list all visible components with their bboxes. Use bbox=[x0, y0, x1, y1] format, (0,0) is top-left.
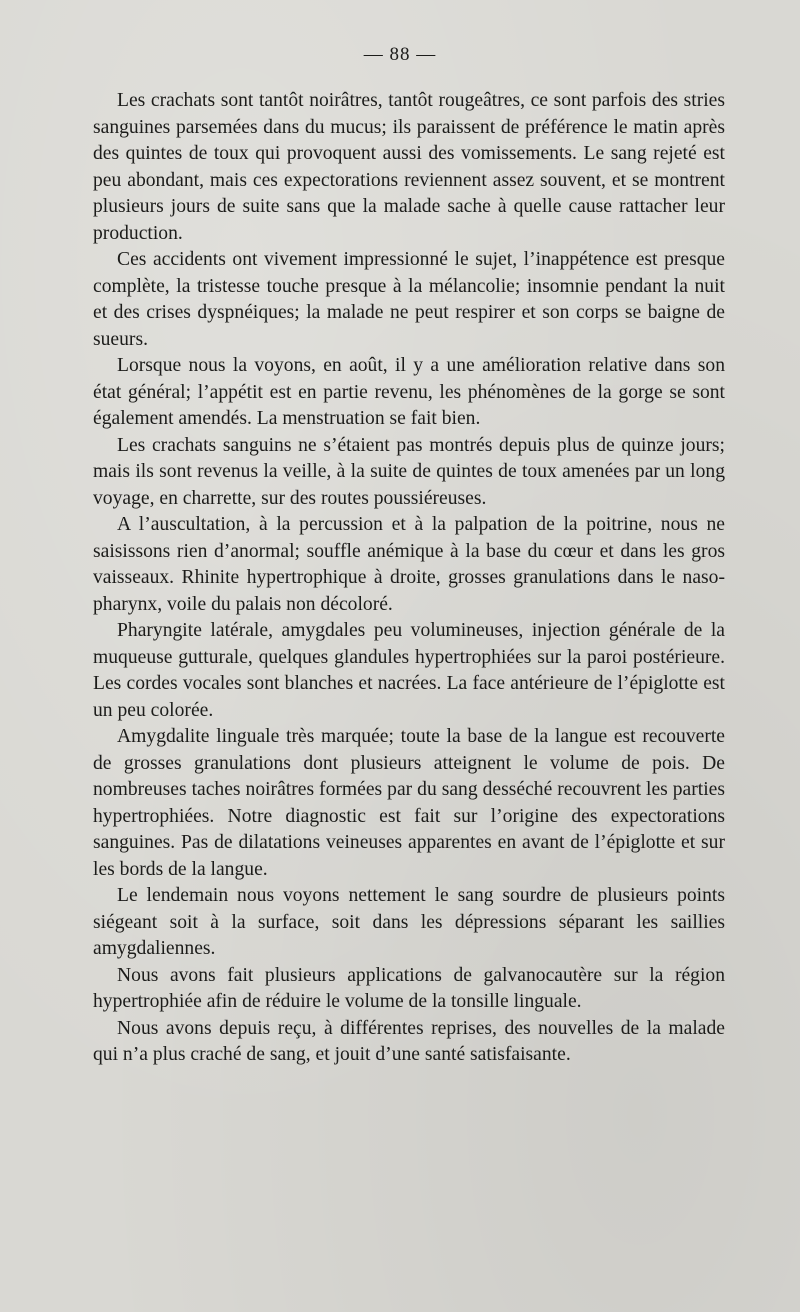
paragraph-3: Lorsque nous la voyons, en août, il y a une amélioration relative dans son état général; l’appétit est en partie revenu, les phénomènes de la gorge se sont également amendés. La menstruation se fait bien. bbox=[93, 355, 725, 429]
paragraph-10: Nous avons depuis reçu, à différentes reprises, des nouvelles de la malade qui n’a plus craché de sang, et jouit d’une santé satisfaisante. bbox=[93, 1017, 725, 1065]
paragraph-9: Nous avons fait plusieurs applications de galvanocautère sur la région hypertrophiée afin de réduire le volume de la tonsille linguale. bbox=[93, 964, 725, 1012]
paragraph-8: Le lendemain nous voyons nettement le sang sourdre de plusieurs points siégeant soit à la surface, soit dans les dépressions séparant les saillies amygdaliennes. bbox=[93, 885, 725, 959]
paragraph-1: Les crachats sont tantôt noirâtres, tantôt rougeâtres, ce sont parfois des stries sanguines parsemées dans du mucus; ils paraissent de préférence le matin après des quintes de toux qui provoquent aussi des vomissements. Le sang rejeté est peu abondant, mais ces expectorations reviennent assez souvent, et se montrent plusieurs jours de suite sans que la malade sache à quelle cause rattacher leur production. bbox=[93, 90, 725, 244]
page-number: — 88 — bbox=[363, 44, 437, 65]
paragraph-6: Pharyngite latérale, amygdales peu volumineuses, injection générale de la muqueuse gutturale, quelques glandules hypertrophiées sur la paroi postérieure. Les cordes vocales sont blanches et nacrées. La face antérieure de l’épiglotte est un peu colorée. bbox=[93, 620, 725, 721]
paragraph-2: Ces accidents ont vivement impressionné le sujet, l’inappétence est presque complète, la tristesse touche presque à la mélancolie; insomnie pendant la nuit et des crises dyspnéiques; la malade ne peut respirer et son corps se baigne de sueurs. bbox=[93, 249, 725, 350]
text-body bbox=[93, 88, 725, 1069]
paragraph-7: Amygdalite linguale très marquée; toute la base de la langue est recouverte de grosses granulations dont plusieurs atteignent le volume de pois. De nombreuses taches noirâtres formées par du sang desséché recouvrent les parties hypertrophiées. Notre diagnostic est fait sur l’origine des expectorations sanguines. Pas de dilatations veineuses apparentes en avant de l’épiglotte et sur les bords de la langue. bbox=[93, 726, 725, 880]
paragraph-5: A l’auscultation, à la percussion et à la palpation de la poitrine, nous ne saisissons rien d’anormal; souffle anémique à la base du cœur et dans les gros vaisseaux. Rhinite hypertrophique à droite, grosses granulations dans le naso-pharynx, voile du palais non décoloré. bbox=[93, 514, 725, 615]
paragraph-4: Les crachats sanguins ne s’étaient pas montrés depuis plus de quinze jours; mais ils sont revenus la veille, à la suite de quintes de toux amenées par un long voyage, en charrette, sur des routes poussiéreuses. bbox=[93, 434, 725, 509]
